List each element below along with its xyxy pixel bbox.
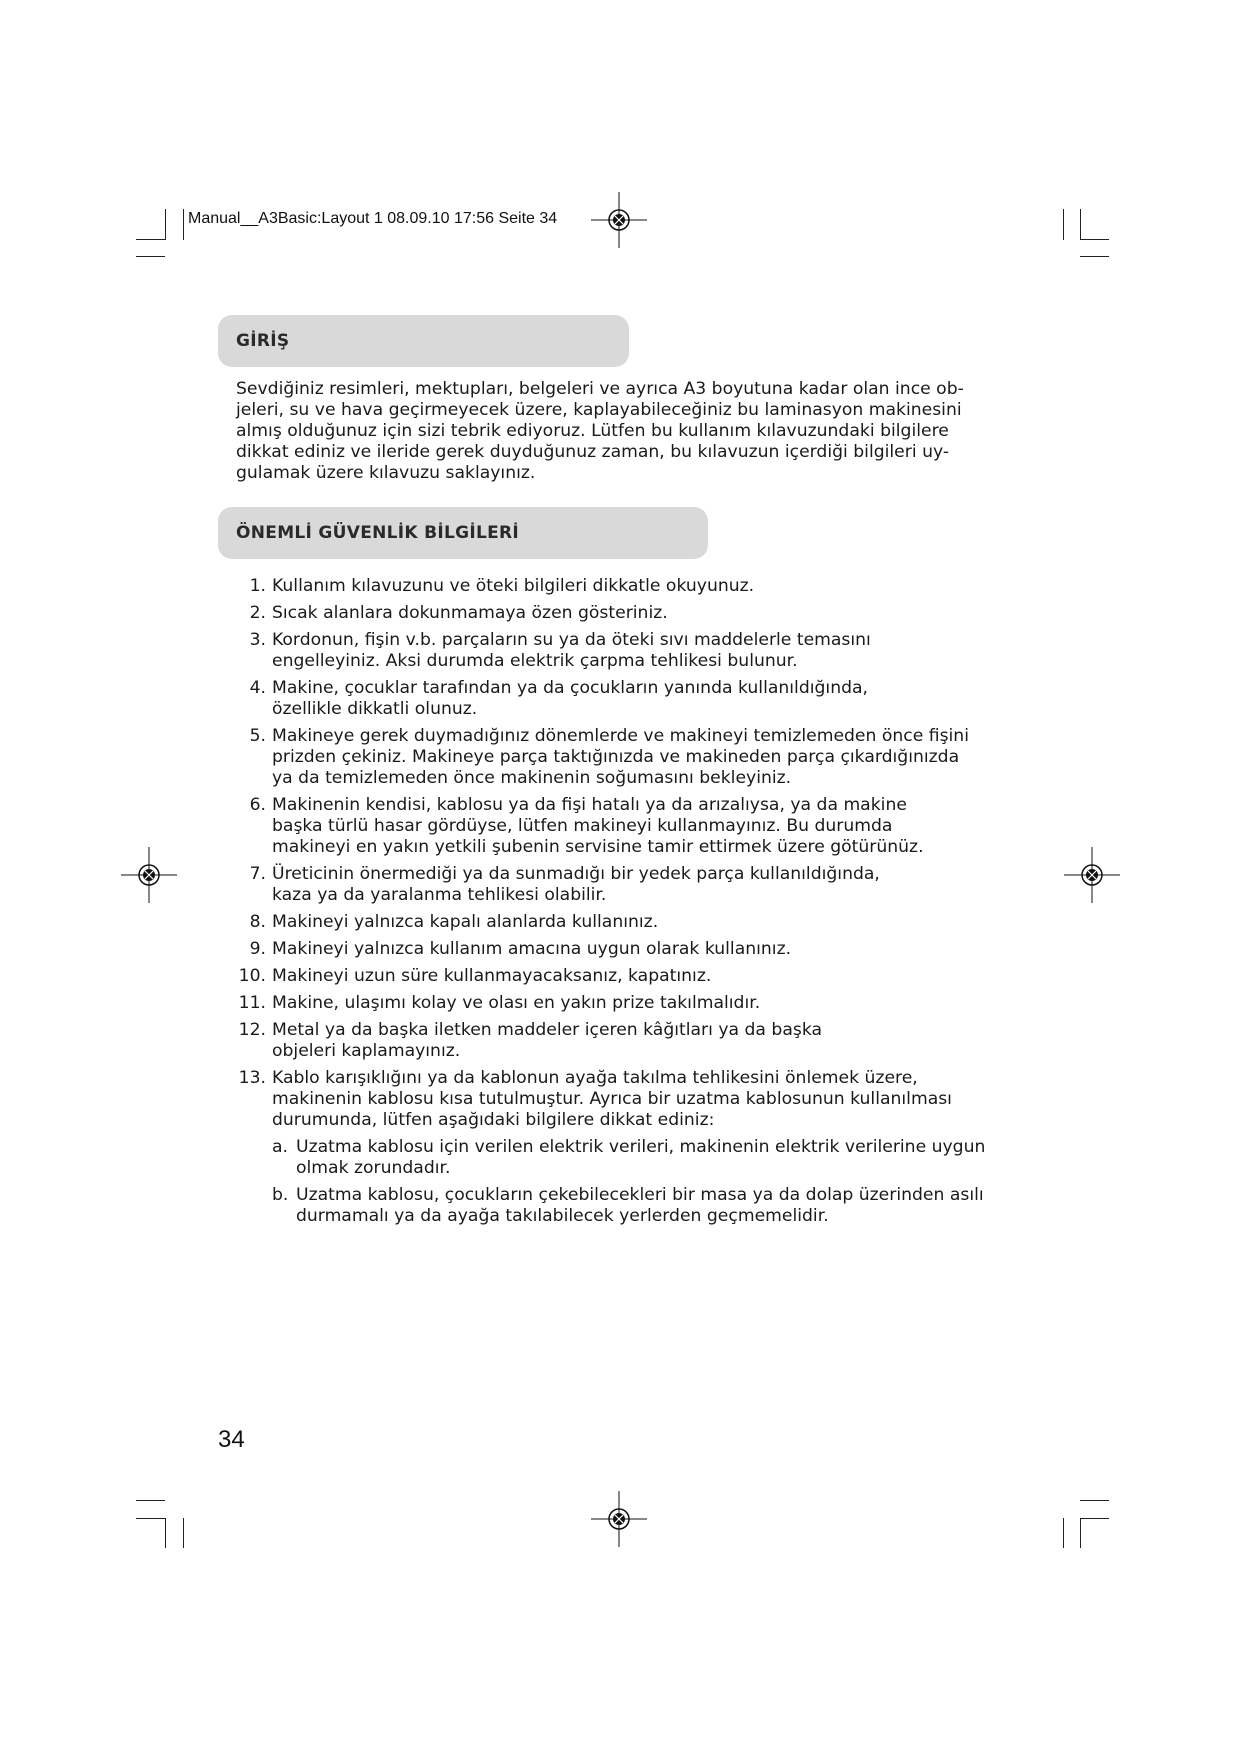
list-item-number: 1. — [249, 576, 266, 596]
slug-line: Manual__A3Basic:Layout 1 08.09.10 17:56 Seite 34 — [188, 210, 558, 227]
list-item-number: 9. — [249, 939, 266, 959]
sub-list-item — [272, 1185, 1026, 1227]
list-item — [226, 939, 1026, 960]
list-item — [226, 912, 1026, 933]
intro-heading: GİRİŞ — [236, 331, 290, 351]
intro-paragraph: Sevdiğiniz resimleri, mektupları, belgeleri ve ayrıca A3 boyutuna kadar olan ince ob- jeleri, su ve hava geçirmeyecek üzere, kaplayabileceğiniz bu laminasyon makinesini almış olduğunuz için sizi tebrik ediyoruz. Lütfen bu kullanım kılavuzundaki bilgilere dikkat ediniz ve ileride gerek duyduğunuz zaman, bu kılavuzun içerdiği bilgileri uy- gulamak üzere kılavuzu saklayınız. — [236, 379, 964, 483]
sub-list-text: Uzatma kablosu, çocukların çekebilecekleri bir masa ya da dolap üzerinden asılı durmamalı ya da ayağa takılabilecek yerlerden geçmemelidir. — [296, 1185, 984, 1226]
sub-list-letter: b. — [272, 1185, 289, 1205]
list-item — [226, 726, 1026, 789]
list-item-number: 13. — [238, 1068, 266, 1088]
list-item-number: 7. — [249, 864, 266, 884]
safety-heading: ÖNEMLİ GÜVENLİK BİLGİLERİ — [236, 523, 520, 543]
list-item-text: Metal ya da başka iletken maddeler içeren kâğıtları ya da başka objeleri kaplamayınız. — [272, 1020, 823, 1061]
list-item — [226, 576, 1026, 597]
list-item — [226, 966, 1026, 987]
registration-mark-icon — [591, 192, 647, 248]
registration-mark-icon — [121, 847, 177, 903]
list-item — [226, 864, 1026, 906]
list-item-text: Makine, çocuklar tarafından ya da çocukların yanında kullanıldığında, özellikle dikkatli olunuz. — [272, 678, 868, 719]
page-number: 34 — [218, 1426, 245, 1453]
list-item — [226, 630, 1026, 672]
list-item-number: 5. — [249, 726, 266, 746]
safety-section-header — [218, 507, 708, 559]
safety-list — [226, 576, 1026, 1233]
list-item-number: 2. — [249, 603, 266, 623]
list-item-number: 8. — [249, 912, 266, 932]
list-item-text: Makineyi uzun süre kullanmayacaksanız, kapatınız. — [272, 966, 712, 986]
list-item-text: Kordonun, fişin v.b. parçaların su ya da öteki sıvı maddelerle temasını engelleyiniz. Aksi durumda elektrik çarpma tehlikesi bulunur. — [272, 630, 871, 671]
list-item-text: Kullanım kılavuzunu ve öteki bilgileri dikkatle okuyunuz. — [272, 576, 755, 596]
list-item-text: Üreticinin önermediği ya da sunmadığı bir yedek parça kullanıldığında, kaza ya da yaralanma tehlikesi olabilir. — [272, 864, 880, 905]
sub-list — [272, 1137, 1026, 1227]
registration-mark-icon — [1064, 847, 1120, 903]
list-item-text: Makinenin kendisi, kablosu ya da fişi hatalı ya da arızalıysa, ya da makine başka türlü hasar gördüyse, lütfen makineyi kullanmayınız. Bu durumda makineyi en yakın yetkili şubenin servisine tamir ettirmek üzere götürünüz. — [272, 795, 924, 857]
list-item-text: Sıcak alanlara dokunmamaya özen gösteriniz. — [272, 603, 668, 623]
list-item-text: Kablo karışıklığını ya da kablonun ayağa takılma tehlikesini önlemek üzere, makinenin kablosu kısa tutulmuştur. Ayrıca bir uzatma kablosunun kullanılması durumunda, lütfen aşağıdaki bilgilere dikkat ediniz: — [272, 1068, 952, 1130]
list-item-text: Makine, ulaşımı kolay ve olası en yakın prize takılmalıdır. — [272, 993, 761, 1013]
list-item — [226, 993, 1026, 1014]
list-item-number: 11. — [238, 993, 266, 1013]
list-item — [226, 795, 1026, 858]
sub-list-text: Uzatma kablosu için verilen elektrik verileri, makinenin elektrik verilerine uygun olmak zorundadır. — [296, 1137, 986, 1178]
sub-list-item — [272, 1137, 1026, 1179]
list-item — [226, 678, 1026, 720]
intro-section-header — [218, 315, 629, 367]
list-item-number: 4. — [249, 678, 266, 698]
list-item-number: 3. — [249, 630, 266, 650]
list-item — [226, 1068, 1026, 1227]
list-item-number: 10. — [238, 966, 266, 986]
list-item-text: Makineyi yalnızca kullanım amacına uygun olarak kullanınız. — [272, 939, 792, 959]
list-item-number: 6. — [249, 795, 266, 815]
list-item-number: 12. — [238, 1020, 266, 1040]
list-item-text: Makineyi yalnızca kapalı alanlarda kullanınız. — [272, 912, 659, 932]
sub-list-letter: a. — [272, 1137, 288, 1157]
list-item — [226, 1020, 1026, 1062]
list-item-text: Makineye gerek duymadığınız dönemlerde ve makineyi temizlemeden önce fişini prizden çekiniz. Makineye parça taktığınızda ve makineden parça çıkardığınızda ya da temizlemeden önce makinenin soğumasını bekleyiniz. — [272, 726, 969, 788]
list-item — [226, 603, 1026, 624]
registration-mark-icon — [591, 1491, 647, 1547]
